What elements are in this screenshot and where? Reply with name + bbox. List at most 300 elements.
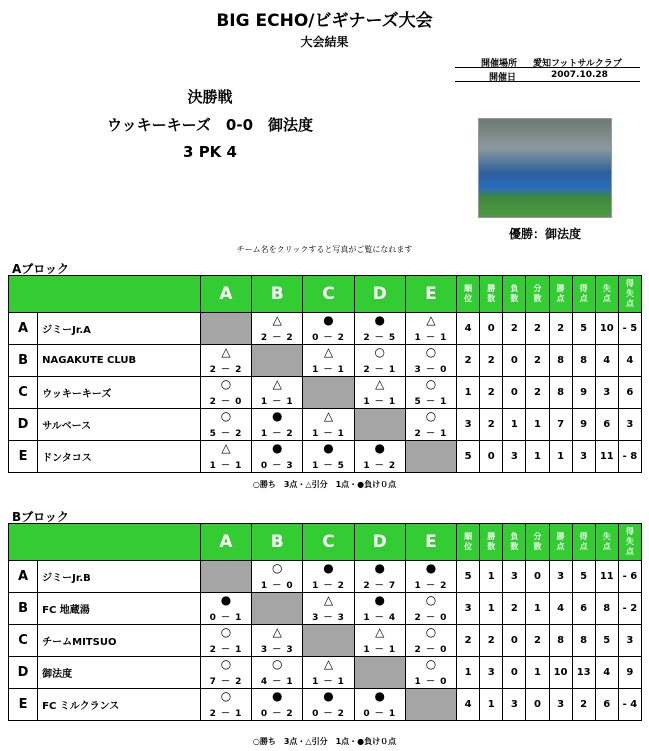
self-match-cell: [303, 625, 354, 657]
result-symbol: ○: [374, 345, 385, 359]
match-result-cell: [200, 409, 251, 441]
stat-value: 8: [549, 345, 572, 377]
match-result-cell: [303, 409, 354, 441]
result-symbol: ○: [220, 377, 232, 391]
stat-header: [526, 276, 549, 313]
match-score: 1 － 1: [312, 429, 345, 439]
team-name-link[interactable]: FC ミルクランス: [38, 689, 201, 721]
match-score: 2 － 1: [209, 645, 243, 655]
match-score: 5 － 2: [209, 429, 243, 439]
stat-header: [572, 524, 595, 561]
result-symbol: ○: [220, 657, 232, 671]
stat-header: [503, 276, 526, 313]
stat-value: 0: [503, 345, 526, 377]
stat-value: 2: [549, 313, 572, 345]
result-symbol: ●: [323, 441, 334, 455]
stat-value: 11: [595, 561, 618, 593]
match-score: 1 － 1: [414, 333, 448, 343]
column-header-e: E: [405, 524, 456, 561]
date-label: 開催日: [489, 73, 517, 83]
match-score: 1 － 1: [260, 397, 294, 407]
stat-header: [503, 524, 526, 561]
result-symbol: △: [272, 625, 282, 639]
self-match-cell: [200, 561, 251, 593]
match-score: 3 － 0: [414, 365, 448, 375]
match-result-cell: [405, 561, 456, 593]
match-score: 1 － 2: [260, 429, 294, 439]
match-score: 1 － 0: [414, 677, 448, 687]
stat-value: 2: [480, 625, 503, 657]
stat-header: [480, 276, 503, 313]
result-symbol: ●: [374, 313, 385, 327]
match-result-cell: [354, 625, 405, 657]
header-blank: [9, 524, 201, 561]
venue-row: [455, 55, 640, 68]
stat-value: 0: [480, 313, 503, 345]
winner-label: 優勝：御法度: [508, 227, 581, 241]
stat-value: 4: [457, 689, 480, 721]
click-note: チーム名をクリックすると写真がご覧になれます: [236, 245, 413, 254]
stat-value: 6: [595, 409, 618, 441]
stat-value: 5: [457, 561, 480, 593]
team-name-link[interactable]: サルベース: [38, 409, 201, 441]
result-symbol: ○: [425, 409, 437, 423]
column-header-c: C: [303, 524, 354, 561]
result-symbol: ○: [425, 625, 437, 639]
result-symbol: △: [323, 409, 334, 423]
match-result-cell: [200, 625, 251, 657]
page-subtitle: 大会結果: [300, 35, 349, 49]
match-result-cell: [354, 377, 405, 409]
stat-value: 4: [595, 657, 618, 689]
block-b-table: [8, 523, 642, 721]
result-symbol: ●: [425, 561, 437, 575]
match-score: 1 － 2: [363, 461, 397, 471]
stat-header-label: 分数: [533, 532, 542, 551]
stat-value: 3: [595, 377, 618, 409]
column-header-a: A: [200, 524, 251, 561]
team-name-link[interactable]: FC 地蔵湯: [38, 593, 201, 625]
stat-value: 13: [572, 657, 595, 689]
result-symbol: ●: [374, 441, 385, 455]
stat-header: [618, 524, 641, 561]
self-match-cell: [354, 409, 405, 441]
row-label: D: [9, 409, 38, 441]
stat-header-label: 負数: [510, 532, 519, 551]
table-row: [9, 345, 642, 377]
stat-value: 9: [618, 657, 641, 689]
match-result-cell: [354, 441, 405, 473]
date-value: 2007.10.28: [551, 70, 608, 80]
match-score: 0 － 2: [312, 709, 345, 719]
result-symbol: △: [323, 657, 334, 671]
match-result-cell: [405, 593, 456, 625]
match-score: 2 － 5: [363, 333, 397, 343]
result-symbol: ○: [425, 657, 437, 671]
stat-header-label: 勝点: [556, 532, 565, 551]
match-result-cell: [252, 689, 303, 721]
row-label: E: [9, 441, 38, 473]
stat-value: 1: [480, 561, 503, 593]
stat-header: [549, 524, 572, 561]
team-name-link[interactable]: ドンタコス: [38, 441, 201, 473]
stat-value: 3: [618, 625, 641, 657]
match-result-cell: [405, 409, 456, 441]
match-result-cell: [354, 345, 405, 377]
venue-value: 愛知フットサルクラブ: [533, 59, 622, 69]
row-label: A: [9, 561, 38, 593]
result-symbol: ●: [374, 689, 385, 703]
team-name-link[interactable]: NAGAKUTE CLUB: [38, 345, 201, 377]
stat-header-label: 勝数: [487, 532, 496, 551]
result-symbol: △: [323, 345, 334, 359]
self-match-cell: [252, 593, 303, 625]
result-symbol: ●: [323, 313, 334, 327]
match-result-cell: [405, 313, 456, 345]
column-header-b: B: [252, 524, 303, 561]
match-score: 1 － 2: [414, 581, 448, 591]
stat-value: 3: [503, 689, 526, 721]
result-symbol: ●: [220, 593, 232, 607]
match-result-cell: [405, 345, 456, 377]
stat-value: 1: [480, 593, 503, 625]
match-result-cell: [354, 313, 405, 345]
match-result-cell: [252, 625, 303, 657]
result-symbol: △: [272, 377, 282, 391]
stat-value: 2: [480, 377, 503, 409]
stat-value: 8: [549, 625, 572, 657]
stat-value: 8: [549, 377, 572, 409]
result-symbol: △: [323, 593, 334, 607]
team-name-link[interactable]: ジミーJr.B: [38, 561, 201, 593]
match-score: 1 － 1: [209, 461, 243, 471]
block-a-table: [8, 275, 642, 473]
stat-value: 0: [526, 689, 549, 721]
result-symbol: △: [426, 313, 436, 327]
match-result-cell: [303, 689, 354, 721]
match-score: 2 － 0: [209, 397, 243, 407]
final-pk-result: 3 PK 4: [183, 143, 237, 161]
stat-header: [526, 524, 549, 561]
row-label: D: [9, 657, 38, 689]
match-score: 2 － 1: [363, 365, 397, 375]
row-label: B: [9, 345, 38, 377]
stat-value: 2: [503, 593, 526, 625]
match-result-cell: [303, 345, 354, 377]
stat-value: 5: [572, 561, 595, 593]
legend-b: ○勝ち 3点・△引分 1点・●負け０点: [252, 737, 397, 746]
stat-header: [457, 524, 480, 561]
stat-value: 0: [480, 441, 503, 473]
table-row: [9, 561, 642, 593]
stat-value: - 8: [618, 441, 641, 473]
match-result-cell: [252, 313, 303, 345]
result-symbol: ○: [220, 409, 232, 423]
stat-value: 5: [457, 441, 480, 473]
stat-value: 2: [526, 313, 549, 345]
date-row: [455, 69, 640, 82]
stat-value: 1: [549, 441, 572, 473]
result-symbol: ○: [425, 593, 437, 607]
venue-label: 開催場所: [481, 59, 518, 69]
match-score: 2 － 2: [260, 333, 294, 343]
result-symbol: △: [375, 377, 385, 391]
team-name-link[interactable]: ジミーJr.A: [38, 313, 201, 345]
stat-header-label: 分数: [533, 284, 542, 303]
match-score: 7 － 2: [209, 677, 243, 687]
table-row: [9, 593, 642, 625]
match-score: 0 － 1: [363, 709, 397, 719]
result-symbol: ○: [272, 561, 283, 575]
result-symbol: ●: [272, 409, 283, 423]
row-label: C: [9, 625, 38, 657]
result-symbol: ○: [425, 377, 437, 391]
stat-value: 10: [595, 313, 618, 345]
stat-value: 7: [549, 409, 572, 441]
self-match-cell: [405, 441, 456, 473]
match-result-cell: [405, 377, 456, 409]
table-header-row: [9, 276, 642, 313]
stat-value: 1: [480, 689, 503, 721]
match-result-cell: [354, 561, 405, 593]
result-symbol: △: [221, 345, 231, 359]
stat-value: 1: [457, 657, 480, 689]
match-result-cell: [405, 625, 456, 657]
match-result-cell: [405, 657, 456, 689]
match-score: 2 － 1: [414, 429, 448, 439]
match-result-cell: [200, 689, 251, 721]
stat-value: 6: [595, 689, 618, 721]
match-result-cell: [252, 409, 303, 441]
stat-value: 2: [503, 313, 526, 345]
match-result-cell: [303, 657, 354, 689]
match-score: 0 － 3: [260, 461, 294, 471]
result-symbol: ●: [323, 561, 334, 575]
stat-value: 4: [457, 313, 480, 345]
page-title: BIG ECHO/ビギナーズ大会: [216, 11, 433, 31]
stat-header-label: 勝点: [556, 284, 565, 303]
stat-value: 3: [503, 441, 526, 473]
stat-value: 3: [618, 409, 641, 441]
stat-header-label: 失点: [602, 532, 611, 551]
block-a-title: Aブロック: [12, 262, 70, 276]
result-symbol: ○: [425, 345, 437, 359]
row-label: A: [9, 313, 38, 345]
row-label: C: [9, 377, 38, 409]
final-heading: 決勝戦: [187, 88, 233, 106]
match-result-cell: [200, 657, 251, 689]
stat-value: 4: [595, 345, 618, 377]
stat-value: 3: [549, 689, 572, 721]
stat-value: 5: [572, 313, 595, 345]
result-symbol: △: [272, 313, 282, 327]
match-score: 1 － 4: [363, 613, 397, 623]
match-result-cell: [200, 593, 251, 625]
stat-value: 5: [595, 625, 618, 657]
stat-value: 2: [572, 689, 595, 721]
stat-value: 3: [572, 441, 595, 473]
stat-header: [572, 276, 595, 313]
table-row: [9, 625, 642, 657]
match-score: 5 － 1: [414, 397, 448, 407]
stat-header: [595, 276, 618, 313]
stat-value: 0: [526, 561, 549, 593]
stat-value: 1: [526, 441, 549, 473]
stat-value: 9: [572, 409, 595, 441]
stat-value: 6: [572, 593, 595, 625]
stat-header-label: 失点: [602, 284, 611, 303]
team-name-link[interactable]: チームMITSUO: [38, 625, 201, 657]
stat-value: 2: [457, 625, 480, 657]
stat-header: [480, 524, 503, 561]
winner-team-photo[interactable]: [478, 118, 612, 218]
match-result-cell: [252, 657, 303, 689]
match-result-cell: [252, 377, 303, 409]
stat-value: 10: [549, 657, 572, 689]
match-score: 0 － 2: [312, 333, 345, 343]
column-header-b: B: [252, 276, 303, 313]
match-score: 3 － 3: [312, 613, 345, 623]
match-score: 2 － 1: [209, 709, 243, 719]
table-row: [9, 689, 642, 721]
legend-a: ○勝ち 3点・△引分 1点・●負け０点: [252, 480, 397, 489]
column-header-d: D: [354, 276, 405, 313]
match-score: 4 － 1: [260, 677, 294, 687]
stat-header-label: 順位: [464, 532, 473, 551]
stat-value: 11: [595, 441, 618, 473]
row-label: B: [9, 593, 38, 625]
stat-value: 9: [572, 377, 595, 409]
result-symbol: ●: [374, 561, 385, 575]
stat-header-label: 得失点: [625, 279, 634, 308]
stat-value: 1: [526, 657, 549, 689]
match-result-cell: [354, 593, 405, 625]
match-result-cell: [200, 345, 251, 377]
stat-header: [595, 524, 618, 561]
column-header-c: C: [303, 276, 354, 313]
stat-header-label: 得失点: [625, 527, 634, 556]
match-score: 1 － 1: [312, 365, 345, 375]
table-header-row: [9, 524, 642, 561]
match-score: 2 － 0: [414, 645, 448, 655]
result-symbol: ○: [272, 657, 283, 671]
result-symbol: ●: [272, 689, 283, 703]
stat-value: 0: [503, 377, 526, 409]
self-match-cell: [405, 689, 456, 721]
stat-header: [549, 276, 572, 313]
match-score: 2 － 7: [363, 581, 397, 591]
stat-value: 3: [457, 593, 480, 625]
stat-value: 2: [480, 345, 503, 377]
stat-value: 1: [457, 377, 480, 409]
result-symbol: ●: [272, 441, 283, 455]
result-symbol: △: [221, 441, 231, 455]
match-score: 0 － 1: [209, 613, 243, 623]
match-result-cell: [200, 377, 251, 409]
self-match-cell: [252, 345, 303, 377]
match-score: 2 － 0: [414, 613, 448, 623]
stat-value: 8: [595, 593, 618, 625]
stat-value: - 4: [618, 689, 641, 721]
stat-header-label: 得点: [579, 284, 588, 303]
self-match-cell: [200, 313, 251, 345]
stat-header: [618, 276, 641, 313]
stat-value: 4: [549, 593, 572, 625]
stat-value: - 2: [618, 593, 641, 625]
match-score: 1 － 2: [312, 581, 345, 591]
column-header-a: A: [200, 276, 251, 313]
stat-value: 1: [526, 593, 549, 625]
stat-value: 3: [549, 561, 572, 593]
stat-value: 2: [526, 625, 549, 657]
match-score: 2 － 2: [209, 365, 243, 375]
stat-value: 2: [457, 345, 480, 377]
team-name-link[interactable]: 御法度: [38, 657, 201, 689]
final-score: ウッキーキーズ 0-0 御法度: [106, 116, 314, 134]
match-result-cell: [303, 593, 354, 625]
stat-value: 3: [457, 409, 480, 441]
stat-value: 8: [572, 625, 595, 657]
result-symbol: ○: [220, 689, 232, 703]
stat-header-label: 順位: [464, 284, 473, 303]
stat-value: 8: [572, 345, 595, 377]
match-score: 1 － 1: [312, 677, 345, 687]
match-score: 1 － 1: [363, 397, 397, 407]
match-score: 1 － 0: [260, 581, 294, 591]
match-score: 1 － 1: [363, 645, 397, 655]
table-row: [9, 409, 642, 441]
match-result-cell: [303, 441, 354, 473]
row-label: E: [9, 689, 38, 721]
table-row: [9, 313, 642, 345]
match-score: 1 － 5: [312, 461, 345, 471]
match-result-cell: [303, 561, 354, 593]
result-symbol: ○: [220, 625, 232, 639]
team-name-link[interactable]: ウッキーキーズ: [38, 377, 201, 409]
match-result-cell: [252, 561, 303, 593]
match-result-cell: [252, 441, 303, 473]
stat-value: - 6: [618, 561, 641, 593]
match-result-cell: [354, 689, 405, 721]
stat-header-label: 勝数: [487, 284, 496, 303]
stat-value: 6: [618, 377, 641, 409]
stat-value: 1: [503, 409, 526, 441]
table-row: [9, 657, 642, 689]
stat-header-label: 得点: [579, 532, 588, 551]
header-blank: [9, 276, 201, 313]
stat-value: 2: [526, 377, 549, 409]
result-symbol: ●: [323, 689, 334, 703]
stat-value: 0: [503, 625, 526, 657]
stat-value: 3: [503, 561, 526, 593]
stat-value: 2: [526, 345, 549, 377]
match-result-cell: [303, 313, 354, 345]
stat-value: - 5: [618, 313, 641, 345]
column-header-d: D: [354, 524, 405, 561]
stat-value: 0: [503, 657, 526, 689]
result-symbol: ●: [374, 593, 385, 607]
stat-value: 4: [618, 345, 641, 377]
table-row: [9, 441, 642, 473]
match-score: 3 － 3: [260, 645, 294, 655]
stat-value: 1: [526, 409, 549, 441]
block-b-title: Bブロック: [12, 510, 69, 524]
column-header-e: E: [405, 276, 456, 313]
stat-header-label: 負数: [510, 284, 519, 303]
result-symbol: △: [375, 625, 385, 639]
match-score: 0 － 2: [260, 709, 294, 719]
stat-value: 3: [480, 657, 503, 689]
